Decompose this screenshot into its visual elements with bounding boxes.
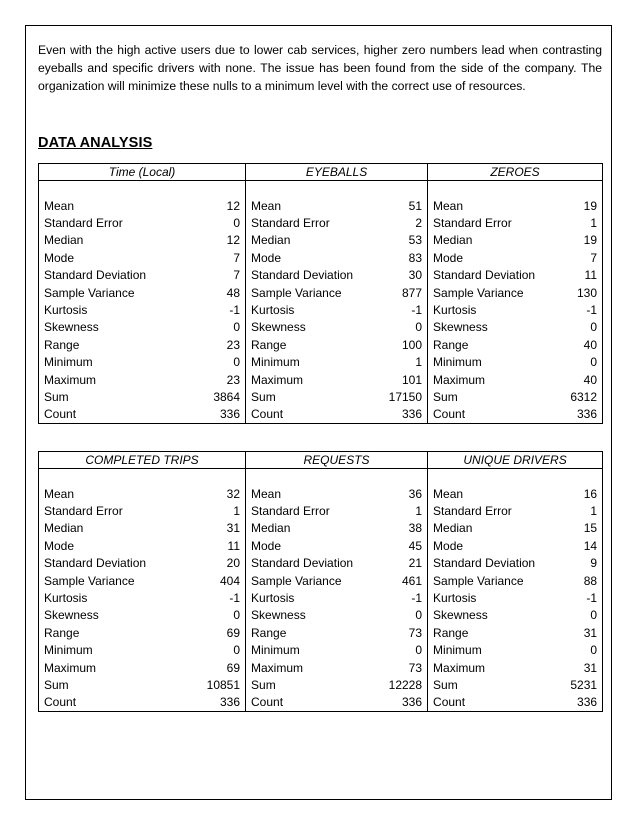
stat-value: -1 (586, 303, 598, 318)
stat-label: Minimum (433, 643, 482, 658)
stat-label: Mean (44, 198, 75, 213)
column-title: Time (Local) (39, 164, 246, 181)
stat-value: 0 (149, 607, 246, 624)
stat-label: Minimum (251, 355, 300, 370)
stat-value: 17150 (374, 388, 428, 405)
stat-label: Range (433, 337, 469, 352)
stat-label: Mode (433, 250, 464, 265)
stat-value: 2 (374, 214, 428, 231)
section-heading: DATA ANALYSIS (38, 135, 153, 151)
stat-value: 51 (374, 197, 428, 214)
stat-label: Median (433, 233, 473, 248)
stat-value: 23 (149, 371, 246, 388)
stat-label: Skewness (44, 608, 99, 623)
stat-label: Count (433, 407, 466, 422)
stat-value: 10851 (149, 676, 246, 693)
stat-value: -1 (149, 301, 246, 318)
stat-value: 31 (149, 520, 246, 537)
stat-label: Sample Variance (251, 573, 342, 588)
stats-table-2 (38, 451, 603, 712)
stat-label: Mode (433, 538, 464, 553)
intro-paragraph: Even with the high active users due to lower cab services, higher zero numbers lead when contrasting eyeballs and specific drivers with none. The issue has been found from the side of the company. The organization will minimize these nulls to a minimum level with the correct use of resources. (38, 43, 602, 93)
stat-value: 0 (590, 643, 598, 658)
stat-value: 88 (583, 573, 598, 588)
stat-label: Mode (44, 250, 75, 265)
stat-value: 36 (374, 485, 428, 502)
table-row (39, 624, 603, 641)
stat-label: Standard Deviation (251, 556, 354, 571)
table-row (39, 537, 603, 554)
stat-value: 83 (374, 249, 428, 266)
stat-value: 336 (576, 407, 598, 422)
stat-value: 11 (584, 268, 598, 283)
stat-value: 12 (149, 232, 246, 249)
stat-label: Sum (433, 677, 458, 692)
table-row (39, 214, 603, 231)
stat-label: Skewness (251, 320, 306, 335)
stat-label: Skewness (251, 608, 306, 623)
stat-value: 461 (374, 572, 428, 589)
stat-label: Count (433, 695, 466, 710)
stat-label: Maximum (433, 660, 486, 675)
stat-label: Skewness (433, 608, 488, 623)
table-row (39, 197, 603, 214)
stat-value: -1 (586, 591, 598, 606)
table-row (39, 267, 603, 284)
stat-label: Kurtosis (251, 591, 295, 606)
stat-value: -1 (149, 589, 246, 606)
stat-value: 404 (149, 572, 246, 589)
stat-value: 19 (583, 198, 598, 213)
stat-label: Mean (433, 198, 464, 213)
stat-value: 0 (149, 214, 246, 231)
stat-value: 100 (374, 336, 428, 353)
stat-label: Sum (44, 677, 69, 692)
stat-label: Range (251, 625, 287, 640)
stat-label: Maximum (44, 660, 97, 675)
column-title: UNIQUE DRIVERS (428, 452, 603, 469)
stat-value: 73 (374, 624, 428, 641)
stat-label: Standard Deviation (433, 556, 536, 571)
stat-value: 73 (374, 659, 428, 676)
stat-label: Standard Error (44, 504, 123, 519)
table-row (39, 388, 603, 405)
stat-value: 40 (583, 372, 598, 387)
column-title: REQUESTS (246, 452, 428, 469)
stat-value: 0 (374, 319, 428, 336)
stat-value: 101 (374, 371, 428, 388)
stat-label: Mode (251, 250, 282, 265)
stat-value: 45 (374, 537, 428, 554)
stat-label: Range (44, 337, 80, 352)
stat-label: Sum (251, 389, 276, 404)
stat-label: Sum (251, 677, 276, 692)
stat-label: Mean (44, 486, 75, 501)
stat-value: 69 (149, 659, 246, 676)
stat-label: Range (433, 625, 469, 640)
spacer-row (39, 181, 603, 198)
table-row (39, 502, 603, 519)
stat-value: 1 (590, 504, 598, 519)
stat-label: Sample Variance (433, 285, 524, 300)
stat-value: 15 (583, 521, 598, 536)
stat-label: Count (251, 695, 284, 710)
stat-value: 21 (374, 555, 428, 572)
spacer-row (39, 469, 603, 486)
table-row (39, 406, 603, 424)
table-row (39, 642, 603, 659)
stat-label: Minimum (433, 355, 482, 370)
stat-value: 14 (583, 538, 598, 553)
stat-value: 1 (374, 502, 428, 519)
stat-value: 7 (149, 249, 246, 266)
stat-value: 0 (374, 642, 428, 659)
stat-value: 7 (590, 250, 598, 265)
table-row (39, 520, 603, 537)
stat-value: -1 (374, 301, 428, 318)
table-row (39, 589, 603, 606)
table-row (39, 555, 603, 572)
stat-label: Kurtosis (433, 591, 477, 606)
stat-label: Mode (251, 538, 282, 553)
table-row (39, 572, 603, 589)
column-title: ZEROES (428, 164, 603, 181)
stat-value: 5231 (570, 677, 598, 692)
table-row (39, 694, 603, 712)
stat-label: Median (251, 521, 291, 536)
table-header-row (39, 164, 603, 181)
stat-value: 0 (590, 608, 598, 623)
stat-label: Maximum (433, 372, 486, 387)
stats-table-1 (38, 163, 603, 424)
stat-label: Sample Variance (44, 285, 135, 300)
stat-label: Count (44, 407, 77, 422)
stat-value: 11 (149, 537, 246, 554)
stat-label: Kurtosis (44, 591, 88, 606)
stat-label: Range (44, 625, 80, 640)
stat-value: 1 (590, 216, 598, 231)
stat-label: Kurtosis (44, 303, 88, 318)
stat-label: Count (251, 407, 284, 422)
stat-label: Sample Variance (433, 573, 524, 588)
stat-value: 16 (583, 486, 598, 501)
stat-value: 23 (149, 336, 246, 353)
table-row (39, 301, 603, 318)
table-row (39, 336, 603, 353)
stat-value: 12 (149, 197, 246, 214)
stat-label: Median (44, 521, 84, 536)
column-title: COMPLETED TRIPS (39, 452, 246, 469)
stat-label: Mean (433, 486, 464, 501)
table-row (39, 607, 603, 624)
stat-value: 0 (149, 354, 246, 371)
stat-label: Maximum (251, 372, 304, 387)
stat-label: Sample Variance (251, 285, 342, 300)
stat-value: 69 (149, 624, 246, 641)
stat-value: 336 (374, 406, 428, 424)
table-row (39, 319, 603, 336)
stat-value: 6312 (570, 389, 598, 404)
table-row (39, 371, 603, 388)
stat-value: 1 (149, 502, 246, 519)
stat-value: 38 (374, 520, 428, 537)
stat-value: 12228 (374, 676, 428, 693)
stat-value: 48 (149, 284, 246, 301)
stat-label: Standard Error (251, 504, 330, 519)
stat-label: Mode (44, 538, 75, 553)
column-title: EYEBALLS (246, 164, 428, 181)
table-row (39, 659, 603, 676)
stat-value: 0 (374, 607, 428, 624)
table-row (39, 249, 603, 266)
stat-value: 0 (590, 355, 598, 370)
stat-label: Skewness (433, 320, 488, 335)
stat-label: Kurtosis (433, 303, 477, 318)
stat-value: 31 (583, 660, 598, 675)
stat-value: 130 (576, 285, 598, 300)
stat-value: 9 (590, 556, 598, 571)
stat-value: 30 (374, 267, 428, 284)
stat-value: 40 (583, 337, 598, 352)
stat-label: Median (251, 233, 291, 248)
stat-value: 0 (590, 320, 598, 335)
stat-label: Mean (251, 486, 282, 501)
table-row (39, 354, 603, 371)
stat-label: Kurtosis (251, 303, 295, 318)
stat-label: Standard Deviation (44, 556, 147, 571)
stat-label: Standard Error (433, 504, 512, 519)
table-row (39, 232, 603, 249)
stat-value: 336 (149, 406, 246, 424)
stat-value: 31 (583, 625, 598, 640)
stat-label: Standard Deviation (251, 268, 354, 283)
stat-value: -1 (374, 589, 428, 606)
table-header-row (39, 452, 603, 469)
stat-label: Standard Deviation (44, 268, 147, 283)
stat-label: Standard Error (433, 216, 512, 231)
stat-label: Mean (251, 198, 282, 213)
stat-value: 0 (149, 319, 246, 336)
stat-label: Skewness (44, 320, 99, 335)
table-row (39, 284, 603, 301)
stat-value: 3864 (149, 388, 246, 405)
stat-label: Standard Error (251, 216, 330, 231)
stat-value: 0 (149, 642, 246, 659)
stat-value: 336 (149, 694, 246, 712)
stat-value: 336 (374, 694, 428, 712)
stat-label: Sum (433, 389, 458, 404)
stat-label: Range (251, 337, 287, 352)
stat-label: Minimum (251, 643, 300, 658)
stat-value: 1 (374, 354, 428, 371)
stat-label: Maximum (251, 660, 304, 675)
stat-label: Sum (44, 389, 69, 404)
stat-label: Maximum (44, 372, 97, 387)
stat-value: 336 (577, 695, 598, 710)
stat-label: Count (44, 695, 77, 710)
stat-value: 32 (149, 485, 246, 502)
stat-value: 53 (374, 232, 428, 249)
stat-label: Standard Error (44, 216, 123, 231)
table-row (39, 485, 603, 502)
stat-value: 877 (374, 284, 428, 301)
stat-label: Median (433, 521, 473, 536)
stat-value: 19 (583, 233, 598, 248)
stat-label: Median (44, 233, 84, 248)
stat-value: 7 (149, 267, 246, 284)
stat-value: 20 (149, 555, 246, 572)
stat-label: Minimum (44, 355, 93, 370)
stat-label: Minimum (44, 643, 93, 658)
table-row (39, 676, 603, 693)
stat-label: Sample Variance (44, 573, 135, 588)
stat-label: Standard Deviation (433, 268, 536, 283)
